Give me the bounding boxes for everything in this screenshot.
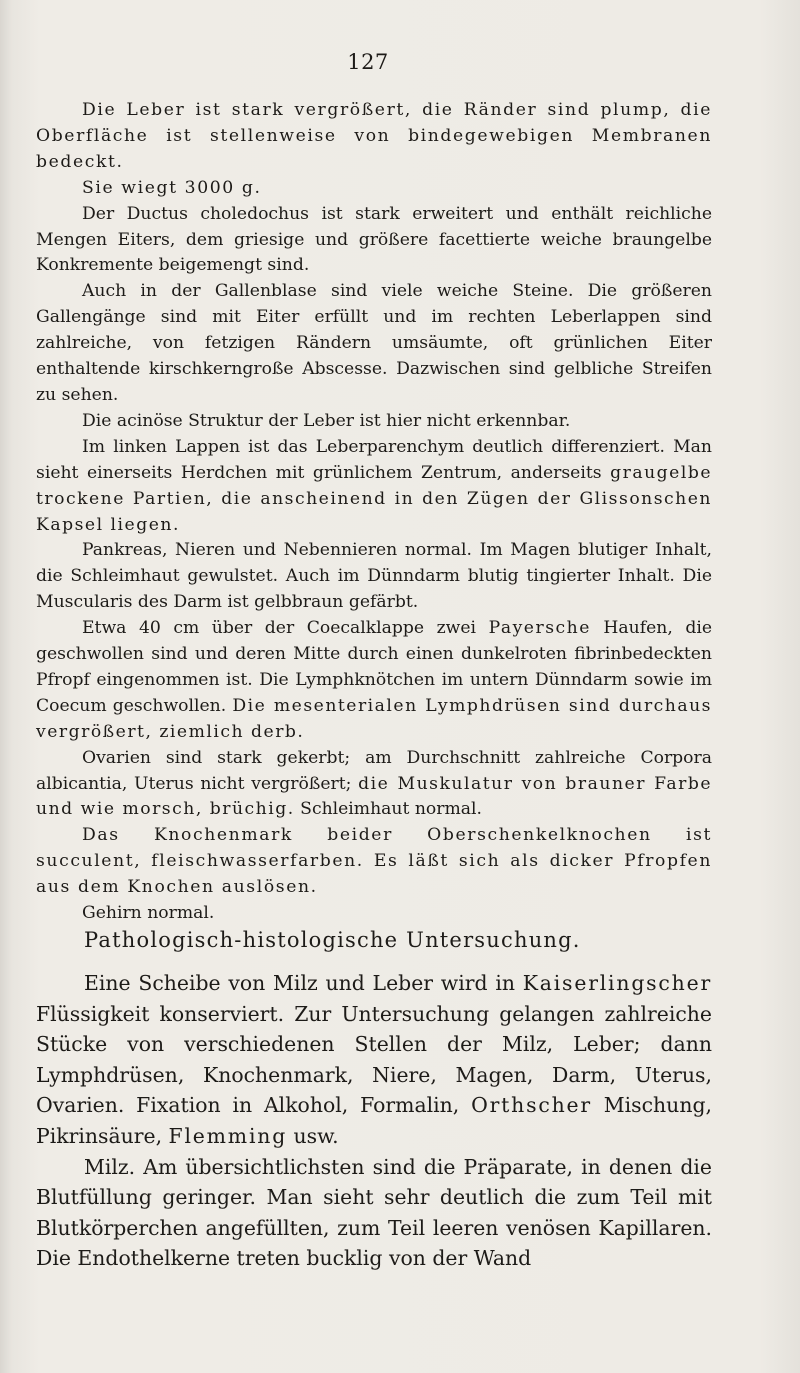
intestine-text-1: Etwa 40 cm über der Coecalklappe zwei <box>82 618 489 639</box>
ovaries-text-2: Schleimhaut normal. <box>294 799 482 820</box>
brain-paragraph: Gehirn normal. <box>82 903 215 924</box>
left-lobe-text: Im linken Lappen ist das Leberparenchym deutlich differenziert. Man sieht einerseits Herdchen mit grünlichem Zentrum, anderseits <box>36 436 712 483</box>
section-heading: Pathologisch-histologische Untersuchung. <box>84 928 581 952</box>
intestine-paragraph <box>36 616 712 746</box>
liver-paragraph: Die Leber ist stark vergrößert, die Ränder sind plump, die Oberfläche ist stellenweise von bindegewebigen Membranen bedeckt. <box>36 100 712 172</box>
histology-text-3: Mischung, Pikrinsäure, <box>36 1093 712 1148</box>
histology-text-2: Flüssigkeit konserviert. Zur Untersuchung gelangen zahlreiche Stücke von verschiedenen Stellen der Milz, Leber; dann Lymphdrüsen, Knochenmark, Niere, Magen, Darm, Uterus, Ovarien. Fixation in Alkohol, Formalin, <box>36 1001 712 1118</box>
ovaries-paragraph <box>36 746 712 824</box>
kaiserling-name: Kaiserlingscher <box>522 971 712 995</box>
pancreas-paragraph: Pankreas, Nieren und Nebennieren normal. Im Magen blutiger Inhalt, die Schleimhaut gewulstet. Auch im Dünndarm blutig tingierter Inhalt. Die Muscularis des Darm ist gelbbraun gefärbt. <box>36 540 712 613</box>
bile-duct-paragraph: Der Ductus choledochus ist stark erweitert und enthält reichliche Mengen Eiters, dem griesige und größere facettierte weiche braungelbe Konkremente beigemengt sind. <box>36 203 712 276</box>
acinus-paragraph: Die acinöse Struktur der Leber ist hier nicht erkennbar. <box>82 410 571 431</box>
histology-intro-paragraph <box>36 968 712 1152</box>
intestine-text-2: Haufen, die geschwollen sind und deren Mitte durch einen dunkelroten fibrinbedeckten Pfropf eingenommen ist. Die Lymphknötchen im untern Dünndarm sowie im Coecum geschwollen. <box>36 618 712 716</box>
histology-text-1: Eine Scheibe von Milz und Leber wird in <box>84 971 523 995</box>
left-lobe-spaced-text: graugelbe trockene Partien, die anscheinend in den Zügen der Glissonschen Kapsel liegen. <box>36 462 712 535</box>
histology-section <box>36 968 712 1274</box>
gallbladder-paragraph: Auch in der Gallenblase sind viele weiche Steine. Die größeren Gallengänge sind mit Eiter erfüllt und im rechten Leberlappen sind zahlreiche, von fetzigen Rändern umsäumte, oft grünlichen Eiter enthaltende kirschkerngroße Abscesse. Dazwischen sind gelbliche Streifen zu sehen. <box>36 281 712 405</box>
page-number: 127 <box>347 50 389 74</box>
ovaries-text-1: Ovarien sind stark gekerbt; am Durchschnitt zahlreiche Corpora albicantia, Uterus nicht vergrößert; <box>36 747 712 794</box>
ovaries-spaced-text: die Muskulatur von brauner Farbe und wie morsch, brüchig. <box>36 773 712 820</box>
spleen-paragraph: Milz. Am übersichtlichsten sind die Präparate, in denen die Blutfüllung geringer. Man sieht sehr deutlich die zum Teil mit Blutkörperchen angefüllten, zum Teil leeren venösen Kapillaren. Die Endothelkerne treten bucklig von der Wand <box>36 1154 712 1271</box>
autopsy-findings <box>36 98 712 927</box>
bone-marrow-paragraph: Das Knochenmark beider Oberschenkelknochen ist succulent, fleischwasserfarben. Es läßt sich als dicker Pfropfen aus dem Knochen auslösen. <box>36 825 712 898</box>
payer-name: Payersche <box>488 618 591 639</box>
orth-name: Orthscher <box>471 1093 592 1118</box>
intestine-spaced-text: Die mesenterialen Lymphdrüsen sind durchaus vergrößert, ziemlich derb. <box>36 695 712 742</box>
left-lobe-paragraph <box>36 435 712 539</box>
liver-weight-paragraph: Sie wiegt 3000 g. <box>82 177 262 198</box>
histology-text-4: usw. <box>287 1123 339 1148</box>
flemming-name: Flemming <box>168 1123 288 1148</box>
